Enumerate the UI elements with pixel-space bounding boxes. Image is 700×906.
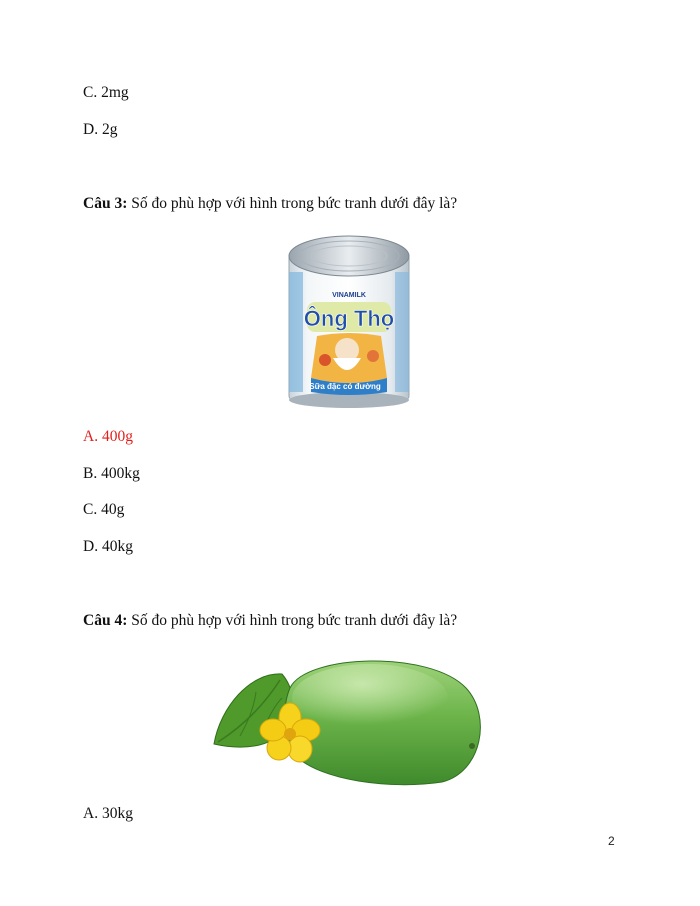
q4-option-a: A. 30kg	[83, 805, 133, 822]
q3-prompt	[83, 194, 457, 214]
page-number: 2	[608, 834, 615, 848]
can-title: Ông Thọ	[303, 306, 395, 331]
can-brand: VINAMILK	[332, 292, 366, 299]
q3-label: Câu 3:	[83, 195, 128, 212]
q3-option-b: B. 400kg	[83, 465, 140, 482]
q3-option-a: A. 400g	[83, 428, 133, 445]
q2-option-c: C. 2mg	[83, 84, 129, 101]
q4-label: Câu 4:	[83, 612, 128, 629]
q3-option-d: D. 40kg	[83, 538, 133, 555]
condensed-milk-can-image	[283, 232, 415, 410]
can-subtitle: Sữa đặc có đường	[309, 382, 381, 391]
q4-prompt	[83, 611, 457, 631]
q2-option-d: D. 2g	[83, 121, 118, 138]
q3-option-c: C. 40g	[83, 501, 125, 518]
q4-text: Số đo phù hợp với hình trong bức tranh dưới đây là?	[127, 612, 458, 629]
winter-melon-image	[210, 648, 486, 788]
q3-text: Số đo phù hợp với hình trong bức tranh dưới đây là?	[127, 195, 458, 212]
